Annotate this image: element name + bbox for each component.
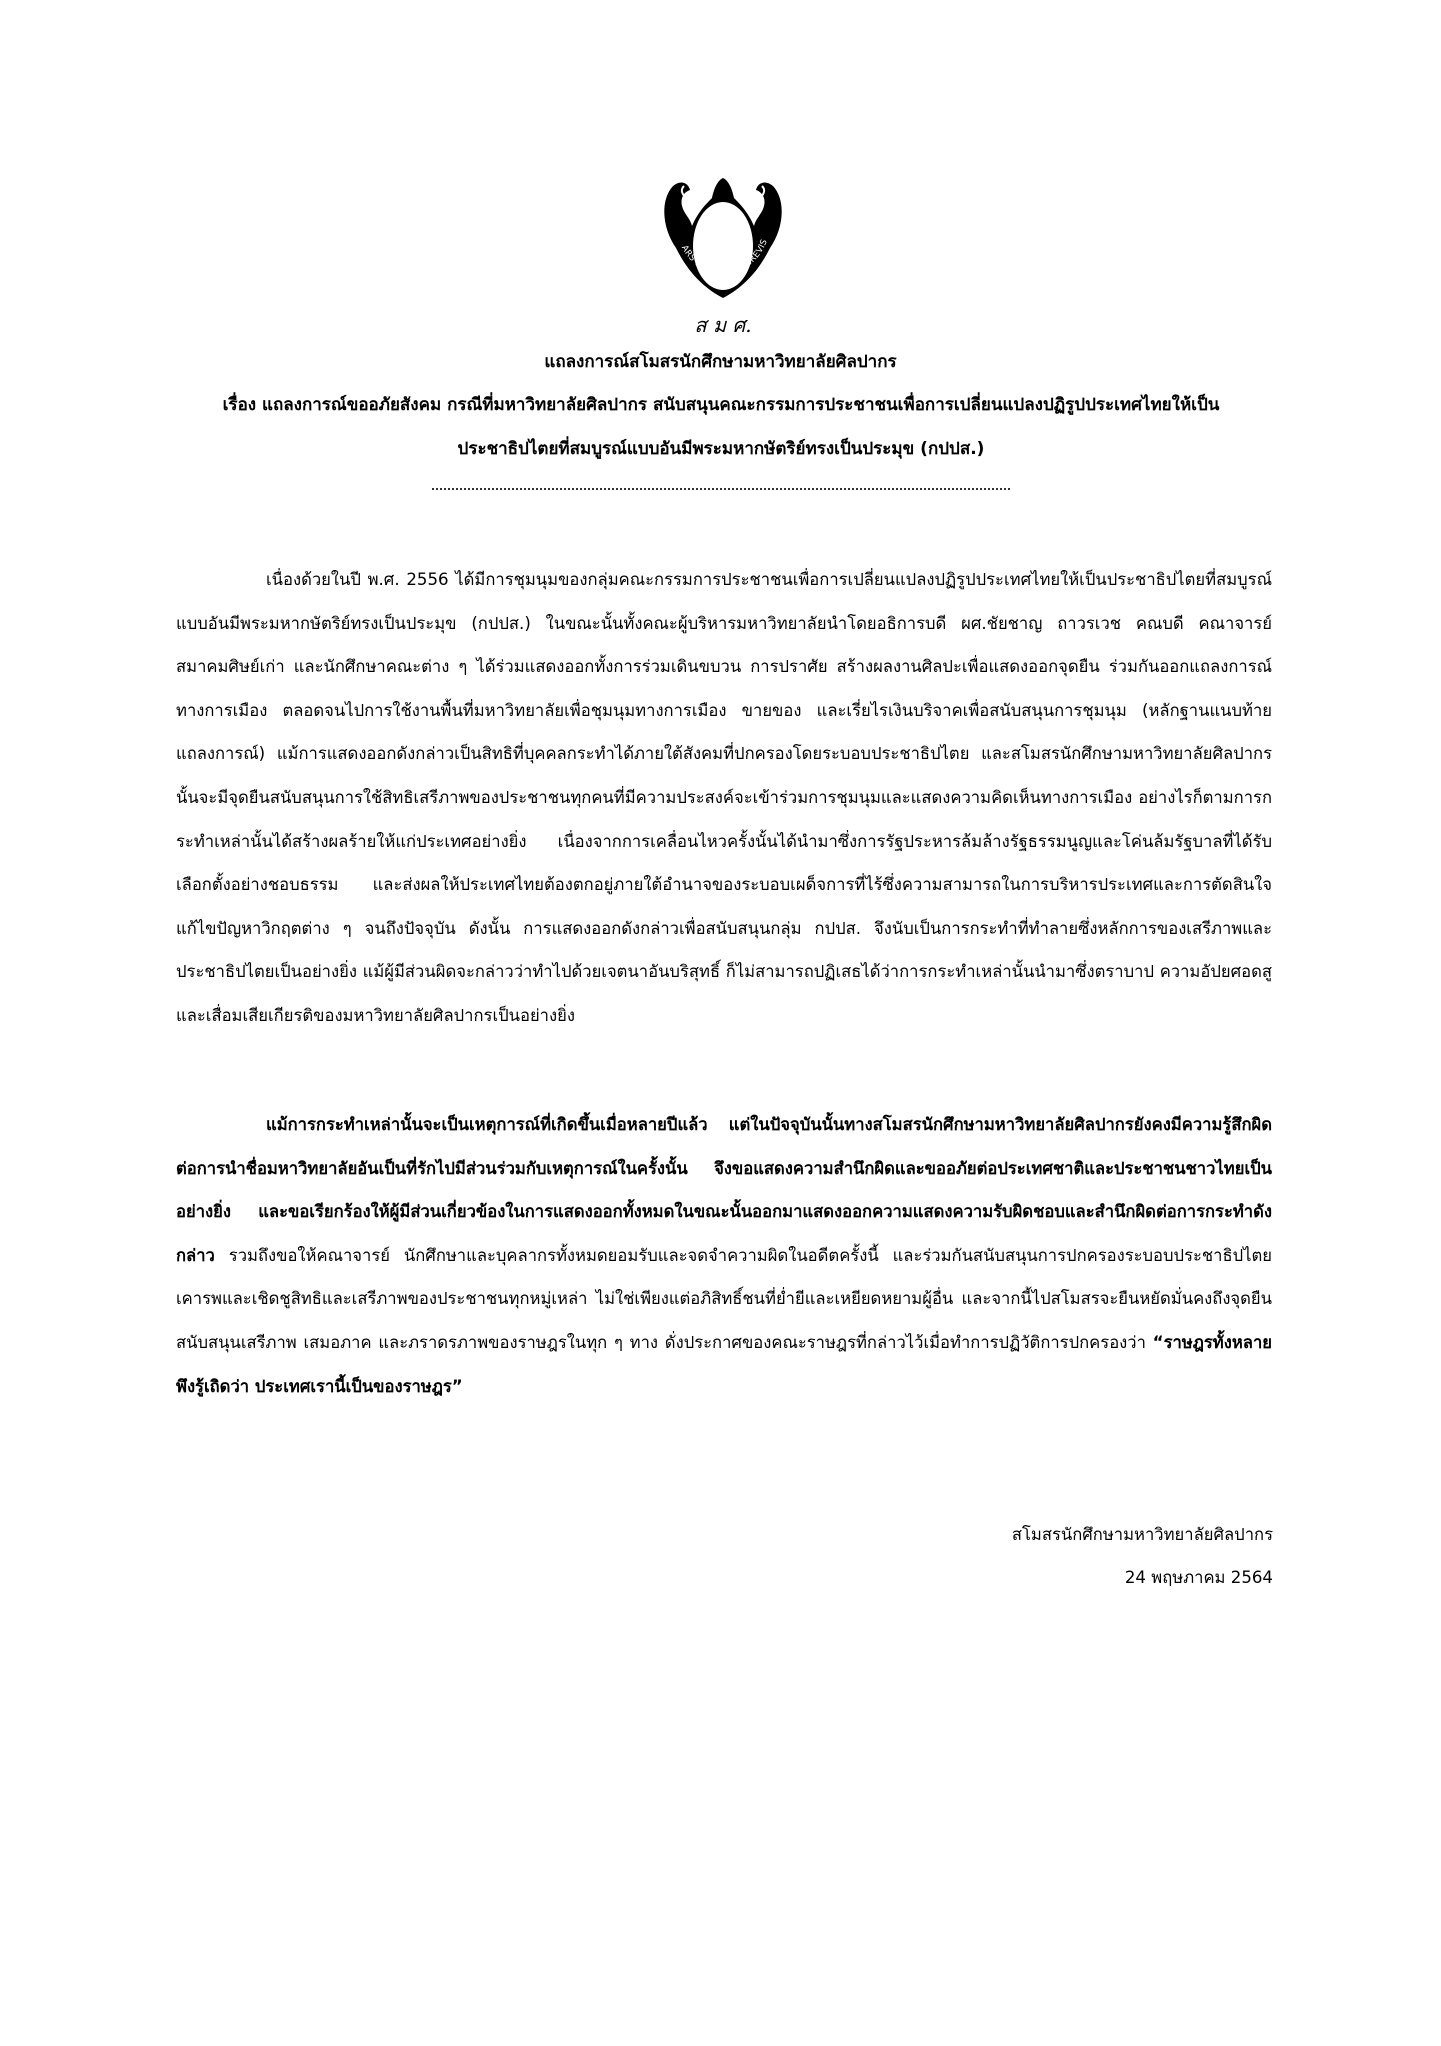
- paragraph-2-bold-text: แม้การกระทำเหล่านั้นจะเป็นเหตุการณ์ที่เกิดขึ้นเมื่อหลายปีแล้ว แต่ในปัจจุบันนั้นทางสโมสรนักศึกษามหาวิทยาลัยศิลปากรยังคงมีความรู้สึกผิดต่อการนำชื่อมหาวิทยาลัยอันเป็นที่รักไปมีส่วนร่วมกับเหตุการณ์ในครั้งนั้น จึงขอแสดงความสำนึกผิดและขออภัยต่อประเทศชาติและประชาชนชาวไทยเป็นอย่างยิ่ง และขอเรียกร้องให้ผู้มีส่วนเกี่ยวข้องในการแสดงออกทั้งหมดในขณะนั้นออกมาแสดงออกความแสดงความรับผิดชอบและสำนึกผิดต่อการกระทำดังกล่าว: [176, 1115, 1272, 1265]
- lyre-emblem-icon: [658, 168, 788, 338]
- body-paragraph-1: [176, 558, 1272, 1038]
- logo-monogram: ส ม ศ.: [694, 313, 752, 337]
- paragraph-2-text: รวมถึงขอให้คณาจารย์ นักศึกษาและบุคลากรทั้งหมดยอมรับและจดจำความผิดในอดีตครั้งนี้ และร่วมกันสนับสนุนการปกครองระบอบประชาธิปไตย เคารพและเชิดชูสิทธิและเสรีภาพของประชาชนทุกหมู่เหล่า ไม่ใช่เพียงแต่อภิสิทธิ์ชนที่ย่ำยีและเหยียดหยามผู้อื่น และจากนี้ไปสโมสรจะยืนหยัดมั่นคงถึงจุดยืนสนับสนุนเสรีภาพ เสมอภาค และภราดรภาพของราษฎรในทุก ๆ ทาง ดั่งประกาศของคณะราษฎรที่กล่าวไว้เมื่อทำการปฏิวัติการปกครองว่า: [176, 1245, 1272, 1352]
- subject-line-2: ประชาธิปไตยที่สมบูรณ์แบบอันมีพระมหากษัตริย์ทรงเป็นประมุข (กปปส.): [457, 439, 985, 459]
- paragraph-2-quote: “ราษฎรทั้งหลายพึงรู้เถิดว่า ประเทศเรานี้เป็นของราษฎร”: [176, 1332, 1272, 1396]
- subject-line-1: เรื่อง แถลงการณ์ขออภัยสังคม กรณีที่มหาวิทยาลัยศิลปากร สนับสนุนคณะกรรมการประชาชนเพื่อการเปลี่ยนแปลงปฏิรูปประเทศไทยให้เป็น: [222, 395, 1220, 415]
- dotted-divider: [432, 488, 1010, 490]
- body-paragraph-2: [176, 1103, 1272, 1408]
- statement-title: แถลงการณ์สโมสรนักศึกษามหาวิทยาลัยศิลปากร: [544, 352, 897, 372]
- logo-motto: ARS LONGA VITA BREVIS: [679, 237, 770, 278]
- paragraph-1-text: เนื่องด้วยในปี พ.ศ. 2556 ได้มีการชุมนุมของกลุ่มคณะกรรมการประชาชนเพื่อการเปลี่ยนแปลงปฏิรูปประเทศไทยให้เป็นประชาธิปไตยที่สมบูรณ์แบบอันมีพระมหากษัตริย์ทรงเป็นประมุข (กปปส.) ในขณะนั้นทั้งคณะผู้บริหารมหาวิทยาลัยนำโดยอธิการบดี ผศ.ชัยชาญ ถาวรเวช คณบดี คณาจารย์ สมาคมศิษย์เก่า และนักศึกษาคณะต่าง ๆ ได้ร่วมแสดงออกทั้งการร่วมเดินขบวน การปราศัย สร้างผลงานศิลปะเพื่อแสดงออกจุดยืน ร่วมกันออกแถลงการณ์ทางการเมือง ตลอดจนไปการใช้งานพื้นที่มหาวิทยาลัยเพื่อชุมนุมทางการเมือง ขายของ และเรี่ยไรเงินบริจาคเพื่อสนับสนุนการชุมนุม (หลักฐานแนบท้ายแถลงการณ์) แม้การแสดงออกดังกล่าวเป็นสิทธิที่บุคคลกระทำได้ภายใต้สังคมที่ปกครองโดยระบอบประชาธิปไตย และสโมสรนักศึกษามหาวิทยาลัยศิลปากรนั้นจะมีจุดยืนสนับสนุนการใช้สิทธิเสรีภาพของประชาชนทุกคนที่มีความประสงค์จะเข้าร่วมการชุมนุมและแสดงความคิดเห็นทางการเมือง อย่างไรก็ตามการกระทำเหล่านั้นได้สร้างผลร้ายให้แก่ประเทศอย่างยิ่ง เนื่องจากการเคลื่อนไหวครั้งนั้นได้นำมาซึ่งการรัฐประหารล้มล้างรัฐธรรมนูญและโค่นล้มรัฐบาลที่ได้รับเลือกตั้งอย่างชอบธรรม และส่งผลให้ประเทศไทยต้องตกอยู่ภายใต้อำนาจของระบอบเผด็จการที่ไร้ซึ่งความสามารถในการบริหารประเทศและการตัดสินใจแก้ไขปัญหาวิกฤตต่าง ๆ จนถึงปัจจุบัน ดังนั้น การแสดงออกดังกล่าวเพื่อสนับสนุนกลุ่ม กปปส. จึงนับเป็นการกระทำที่ทำลายซึ่งหลักการของเสรีภาพและประชาธิปไตยเป็นอย่างยิ่ง แม้ผู้มีส่วนผิดจะกล่าวว่าทำไปด้วยเจตนาอันบริสุทธิ์ ก็ไม่สามารถปฏิเสธได้ว่าการกระทำเหล่านั้นนำมาซึ่งตราบาป ความอัปยศอดสู และเสื่อมเสียเกียรติของมหาวิทยาลัยศิลปากรเป็นอย่างยิ่ง: [176, 570, 1272, 1025]
- signature-date: 24 พฤษภาคม 2564: [1124, 1568, 1273, 1587]
- organization-logo: [658, 168, 788, 338]
- signature-organization: สโมสรนักศึกษามหาวิทยาลัยศิลปากร: [1011, 1525, 1273, 1544]
